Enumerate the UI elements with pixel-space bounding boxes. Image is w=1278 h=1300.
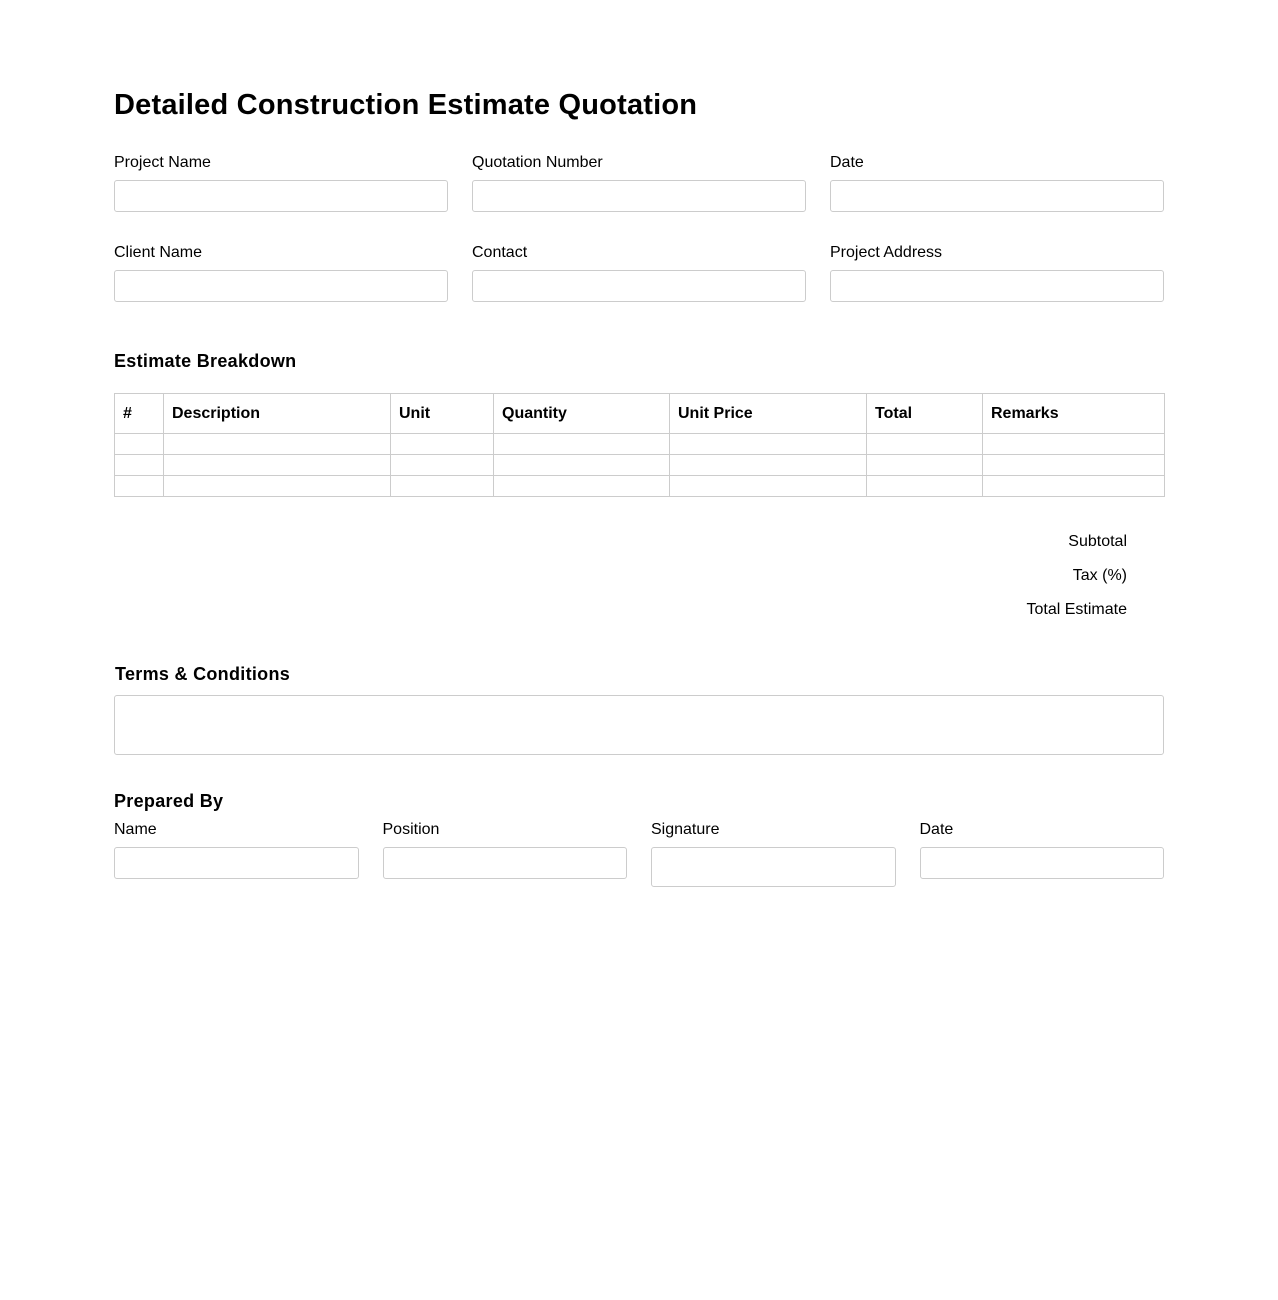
header-row-2 [114,244,1164,302]
quotation-number-input[interactable] [472,180,806,212]
column-header-unit-price: Unit Price [670,394,867,434]
project-address-input[interactable] [830,270,1164,302]
prepared-date-label: Date [919,821,954,838]
signature-input[interactable] [651,847,896,887]
header-row-1 [114,154,1164,212]
tax-label: Tax (%) [1072,567,1127,584]
column-header-number: # [115,394,164,434]
cell-total[interactable] [867,455,983,476]
totals-summary [1027,532,1127,634]
date-input[interactable] [830,180,1164,212]
cell-quantity[interactable] [494,476,670,497]
cell-description[interactable] [164,476,391,497]
table-row [115,434,1165,455]
date-label: Date [830,154,864,171]
document-title: Detailed Construction Estimate Quotation [114,89,698,121]
column-header-unit: Unit [391,394,494,434]
subtotal-label: Subtotal [1068,533,1127,550]
cell-remarks[interactable] [983,476,1165,497]
cell-total[interactable] [867,434,983,455]
cell-number[interactable] [115,455,164,476]
cell-description[interactable] [164,434,391,455]
column-header-quantity: Quantity [494,394,670,434]
total-estimate-row [1027,600,1127,634]
project-name-field-group [114,154,448,212]
client-name-input[interactable] [114,270,448,302]
cell-unit-price[interactable] [670,455,867,476]
preparer-position-label: Position [382,821,440,838]
prepared-date-field-group [920,821,1165,887]
contact-label: Contact [472,244,528,261]
table-header-row [115,394,1165,434]
total-estimate-label: Total Estimate [1026,601,1127,618]
cell-remarks[interactable] [983,455,1165,476]
prepared-date-input[interactable] [920,847,1165,879]
cell-unit-price[interactable] [670,434,867,455]
preparer-name-label: Name [114,821,157,838]
table-row [115,476,1165,497]
column-header-remarks: Remarks [983,394,1165,434]
cell-unit[interactable] [391,455,494,476]
contact-input[interactable] [472,270,806,302]
terms-conditions-heading: Terms & Conditions [115,664,291,684]
project-name-label: Project Name [114,154,211,171]
quotation-number-field-group [472,154,806,212]
cell-description[interactable] [164,455,391,476]
project-name-input[interactable] [114,180,448,212]
client-name-field-group [114,244,448,302]
preparer-name-field-group [114,821,359,887]
preparer-position-input[interactable] [383,847,628,879]
signature-label: Signature [651,821,720,838]
cell-unit[interactable] [391,476,494,497]
date-field-group [830,154,1164,212]
cell-quantity[interactable] [494,434,670,455]
quotation-number-label: Quotation Number [472,154,603,171]
column-header-total: Total [867,394,983,434]
preparer-name-input[interactable] [114,847,359,879]
column-header-description: Description [164,394,391,434]
estimate-breakdown-table [114,393,1165,497]
project-address-field-group [830,244,1164,302]
tax-row [1027,566,1127,600]
preparer-position-field-group [383,821,628,887]
cell-quantity[interactable] [494,455,670,476]
signature-field-group [651,821,896,887]
cell-remarks[interactable] [983,434,1165,455]
prepared-by-heading: Prepared By [114,791,224,811]
estimate-breakdown-heading: Estimate Breakdown [114,351,297,371]
table-row [115,455,1165,476]
client-name-label: Client Name [114,244,203,261]
cell-unit[interactable] [391,434,494,455]
cell-total[interactable] [867,476,983,497]
prepared-by-row [114,821,1164,887]
cell-unit-price[interactable] [670,476,867,497]
contact-field-group [472,244,806,302]
terms-conditions-textarea[interactable] [114,695,1164,755]
cell-number[interactable] [115,434,164,455]
subtotal-row [1027,532,1127,566]
project-address-label: Project Address [830,244,943,261]
cell-number[interactable] [115,476,164,497]
